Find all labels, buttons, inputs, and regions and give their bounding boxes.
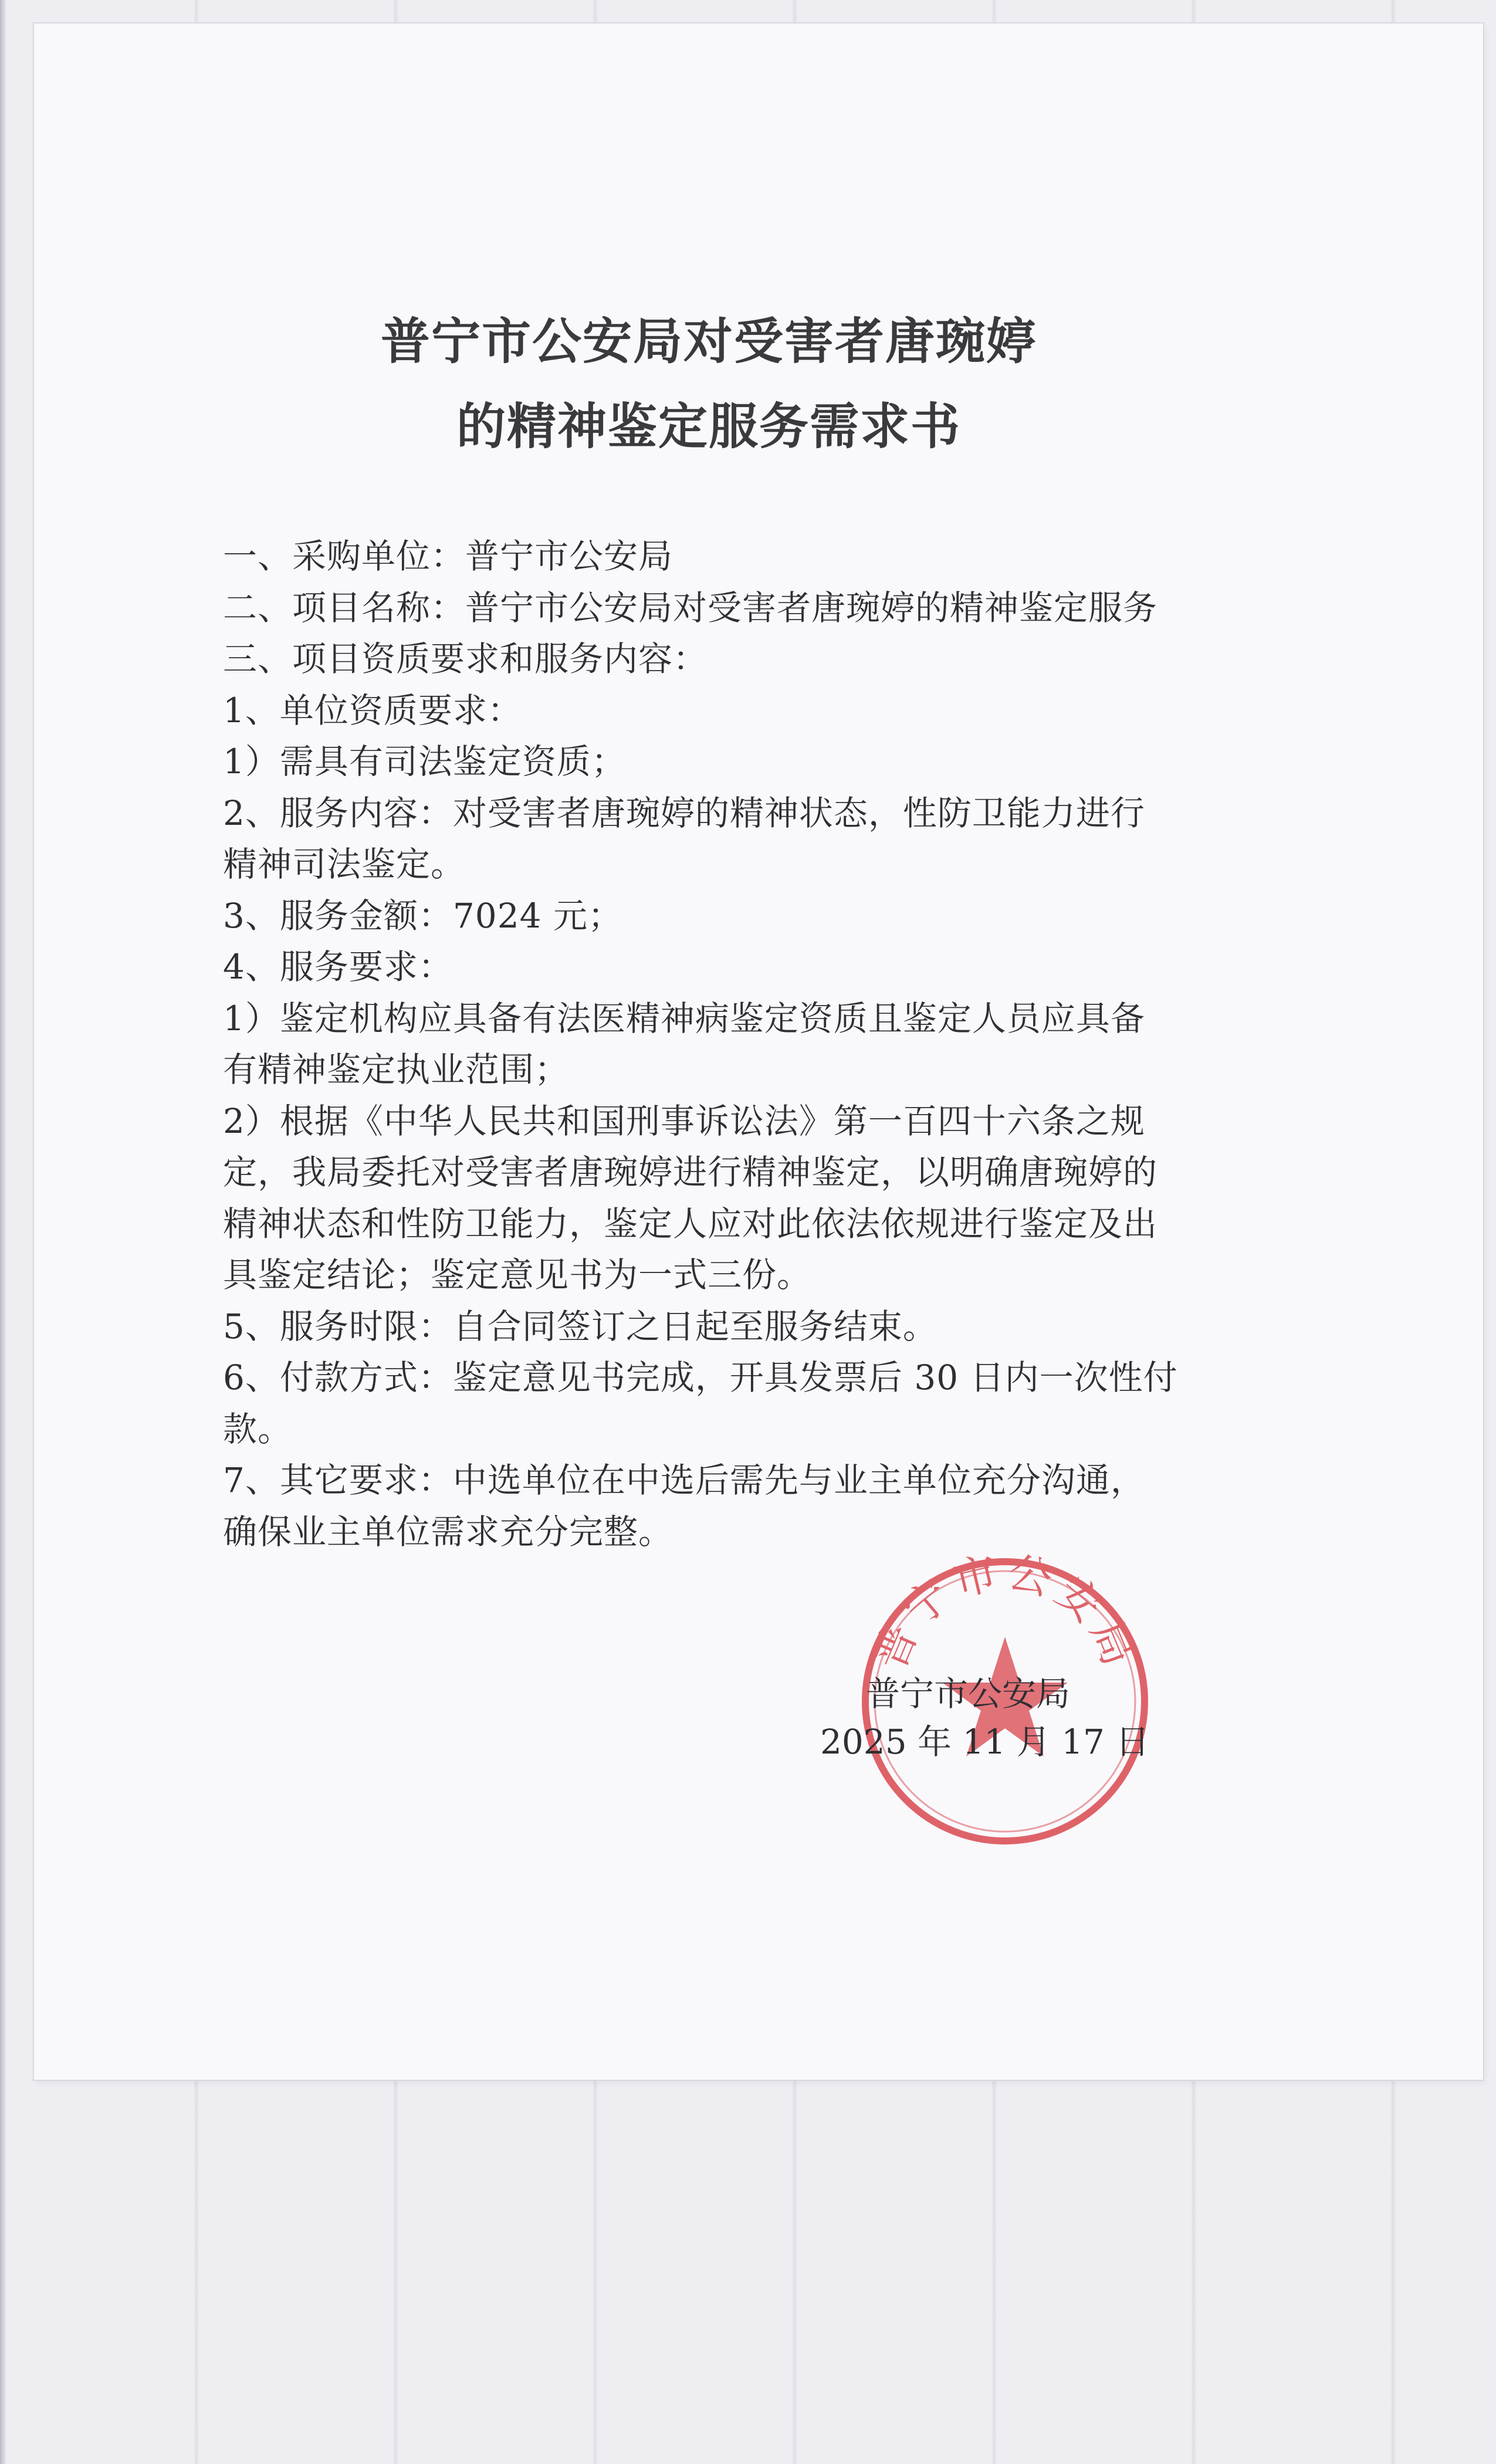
body-line: 精神司法鉴定。	[223, 844, 466, 884]
body-line: 1、单位资质要求：	[223, 690, 522, 730]
body-line: 1）鉴定机构应具备有法医精神病鉴定资质且鉴定人员应具备	[223, 998, 1145, 1038]
document-body	[223, 531, 1314, 1558]
document-title-line-2: 的精神鉴定服务需求书	[456, 398, 961, 455]
body-line: 具鉴定结论；鉴定意见书为一式三份。	[223, 1255, 812, 1295]
document-page	[34, 23, 1483, 2080]
body-line: 定，我局委托对受害者唐琬婷进行精神鉴定，以明确唐琬婷的	[223, 1152, 1158, 1192]
body-line: 一、采购单位：普宁市公安局	[223, 536, 673, 576]
body-line: 3、服务金额：7024 元；	[223, 895, 622, 936]
body-line: 精神状态和性防卫能力，鉴定人应对此依法依规进行鉴定及出	[223, 1203, 1158, 1244]
body-line: 1）需具有司法鉴定资质；	[223, 742, 626, 781]
body-line: 4、服务要求：	[223, 947, 453, 987]
signature-organization: 普宁市公安局	[866, 1674, 1071, 1714]
body-line: 6、付款方式：鉴定意见书完成，开具发票后 30 日内一次性付	[223, 1358, 1178, 1397]
seal-text: 普宁市公安局	[864, 1549, 1146, 1677]
body-line: 款。	[223, 1409, 293, 1449]
body-line: 有精神鉴定执业范围；	[223, 1050, 570, 1089]
signature-date: 2025 年 11 月 17 日	[820, 1722, 1150, 1762]
body-line: 确保业主单位需求充分完整。	[223, 1511, 673, 1552]
body-line: 二、项目名称：普宁市公安局对受害者唐琬婷的精神鉴定服务	[223, 587, 1158, 628]
body-line: 2、服务内容：对受害者唐琬婷的精神状态，性防卫能力进行	[223, 793, 1145, 833]
body-line: 三、项目资质要求和服务内容：	[223, 639, 708, 679]
body-line: 7、其它要求：中选单位在中选后需先与业主单位充分沟通，	[223, 1460, 1145, 1500]
body-line: 5、服务时限：自合同签订之日起至服务结束。	[223, 1306, 937, 1346]
body-line: 2）根据《中华人民共和国刑事诉讼法》第一百四十六条之规	[223, 1101, 1145, 1141]
document-title-line-1: 普宁市公安局对受害者唐琬婷	[380, 313, 1037, 370]
